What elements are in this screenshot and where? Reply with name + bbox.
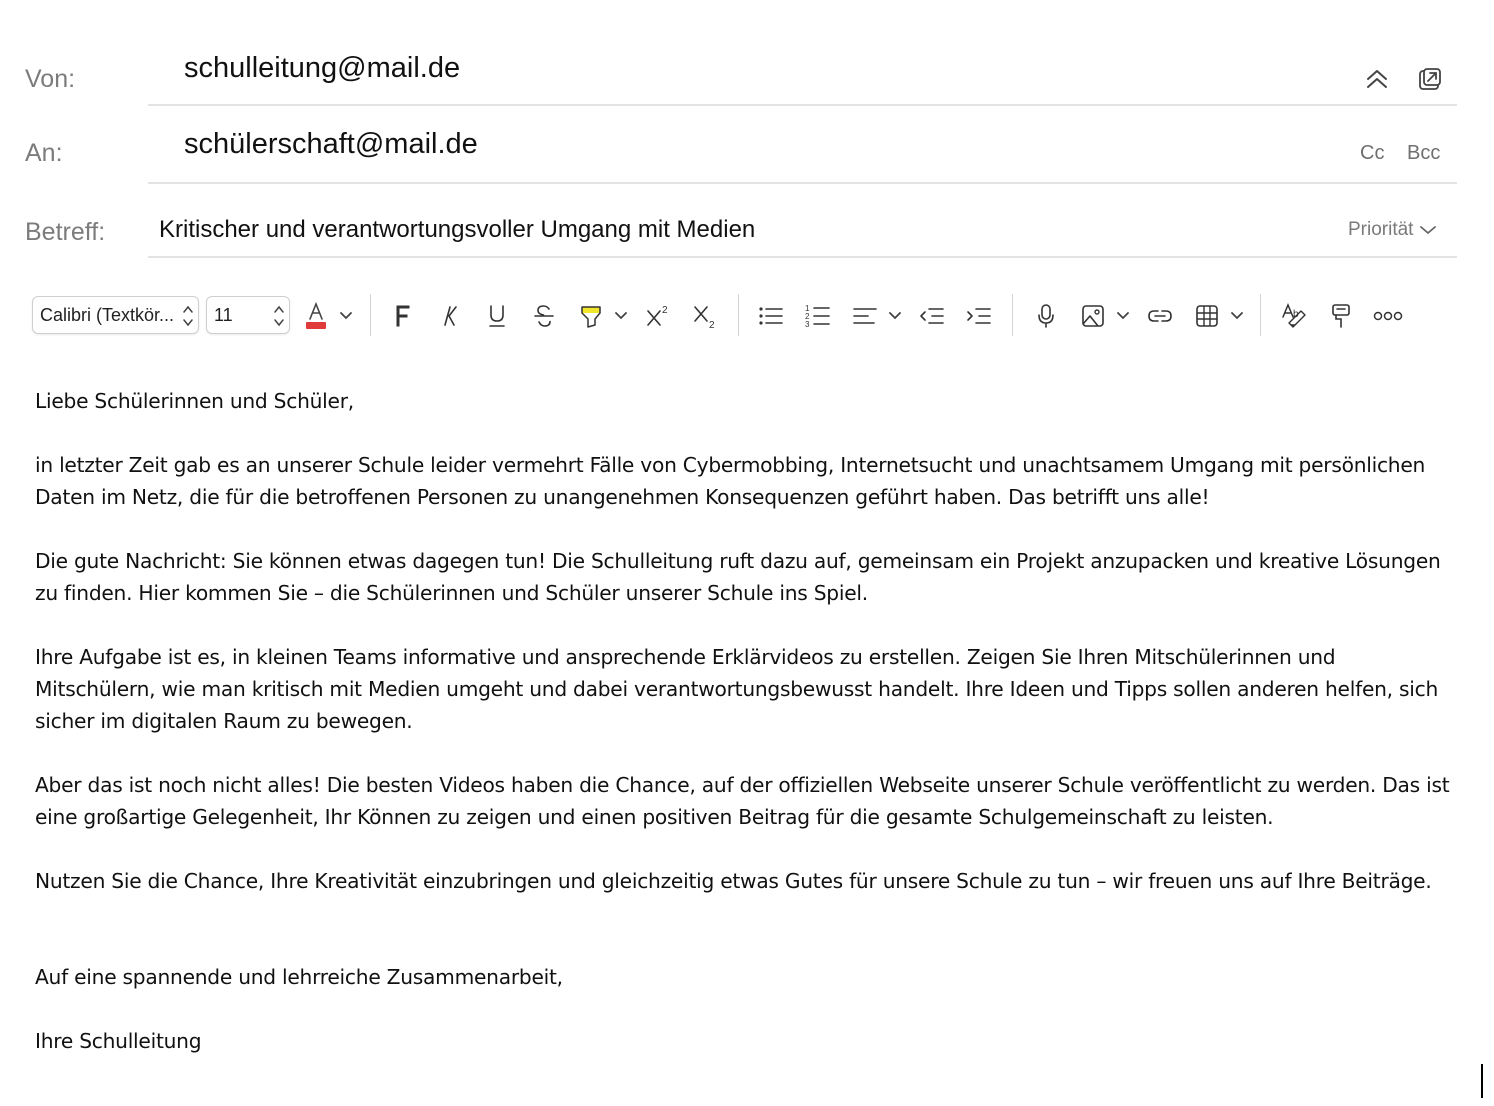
numbered-list-icon[interactable]	[800, 298, 836, 334]
highlight-icon[interactable]	[573, 298, 609, 334]
cc-button[interactable]: Cc	[1360, 142, 1385, 164]
collapse-header-icon[interactable]	[1362, 64, 1392, 94]
decrease-indent-icon[interactable]	[914, 298, 950, 334]
chevron-down-icon[interactable]	[1116, 304, 1130, 328]
priority-dropdown[interactable]	[1348, 219, 1437, 241]
format-painter-icon[interactable]	[1323, 298, 1359, 334]
font-family-select[interactable]	[32, 296, 199, 334]
priority-label: Priorität	[1348, 219, 1414, 240]
paragraph-task: Ihre Aufgabe ist es, in kleinen Teams informative und ansprechende Erklärvideos zu erstellen. Zeigen Sie Ihren Mitschülerinnen und Mitschülern, wie man kritisch mit Medien umgeht und dabei verantwortungsbewusst handelt. Ihre Ideen und Tipps sollen anderen helfen, sich sicher im digitalen Raum zu bewegen.	[35, 645, 1439, 733]
toolbar-divider	[370, 294, 371, 336]
signature: Ihre Schulleitung	[35, 1029, 202, 1053]
pop-out-icon[interactable]	[1415, 64, 1445, 94]
underline-icon[interactable]	[479, 298, 515, 334]
font-size-value: 11	[214, 304, 233, 325]
chevron-down-icon[interactable]	[888, 304, 902, 328]
align-icon[interactable]	[847, 298, 883, 334]
table-icon[interactable]	[1189, 298, 1225, 334]
from-field[interactable]: schulleitung@mail.de	[184, 52, 461, 84]
subject-label: Betreff:	[25, 218, 106, 246]
superscript-icon[interactable]	[640, 298, 676, 334]
paragraph-publication: Aber das ist noch nicht alles! Die besten Videos haben die Chance, auf der offiziellen Webseite unserer Schule veröffentlicht zu werden. Das ist eine großartige Gelegenheit, Ihr Können zu zeigen und einen positiven Beitrag für die gesamte Schulgemeinschaft zu leisten.	[35, 773, 1450, 829]
chevron-down-icon	[1419, 224, 1437, 236]
svg-text:1: 1	[805, 304, 810, 313]
closing-line: Auf eine spannende und lehrreiche Zusammenarbeit,	[35, 965, 563, 989]
paragraph-good-news: Die gute Nachricht: Sie können etwas dagegen tun! Die Schulleitung ruft dazu auf, gemeinsam ein Projekt anzupacken und kreative Lösungen zu finden. Hier kommen Sie – die Schülerinnen und Schüler unserer Schule ins Spiel.	[35, 549, 1441, 605]
svg-text:2: 2	[709, 320, 715, 329]
increase-indent-icon[interactable]	[961, 298, 997, 334]
to-label: An:	[25, 139, 63, 167]
toolbar-divider	[1260, 294, 1261, 336]
svg-text:b: b	[1293, 309, 1299, 320]
svg-text:2: 2	[805, 312, 810, 321]
chevron-down-icon[interactable]	[339, 304, 353, 328]
picture-icon[interactable]	[1075, 298, 1111, 334]
paragraph-intro: in letzter Zeit gab es an unserer Schule leider vermehrt Fälle von Cybermobbing, Internetsucht und unachtsamem Umgang mit persönlichen Daten im Netz, die für die betroffenen Personen zu unangenehmen Konsequenzen geführt haben. Das betrifft uns alle!	[35, 453, 1426, 509]
italic-icon[interactable]	[432, 298, 468, 334]
dictate-icon[interactable]	[1028, 298, 1064, 334]
svg-text:2: 2	[662, 305, 668, 316]
link-icon[interactable]	[1142, 298, 1178, 334]
chevron-down-icon[interactable]	[614, 304, 628, 328]
to-field[interactable]: schülerschaft@mail.de	[184, 128, 478, 160]
font-family-value: Calibri (Textkör...	[40, 304, 175, 325]
message-body[interactable]	[35, 385, 1455, 1057]
strikethrough-icon[interactable]	[526, 298, 562, 334]
bold-icon[interactable]	[385, 298, 421, 334]
from-label: Von:	[25, 65, 76, 93]
greeting: Liebe Schülerinnen und Schüler,	[35, 389, 354, 413]
formatting-toolbar	[30, 294, 1470, 338]
subject-field[interactable]: Kritischer und verantwortungsvoller Umgang mit Medien	[159, 216, 756, 243]
from-divider	[148, 104, 1457, 106]
subject-divider	[148, 256, 1457, 258]
updown-icon	[273, 303, 285, 329]
to-divider	[148, 182, 1457, 184]
toolbar-divider	[738, 294, 739, 336]
font-color-icon[interactable]	[298, 298, 334, 334]
chevron-down-icon[interactable]	[1230, 304, 1244, 328]
toolbar-divider	[1012, 294, 1013, 336]
font-size-select[interactable]	[206, 296, 290, 334]
more-icon[interactable]	[1370, 298, 1406, 334]
editor-icon[interactable]	[1276, 298, 1312, 334]
subscript-icon[interactable]	[687, 298, 723, 334]
text-cursor	[1481, 1064, 1483, 1098]
bcc-button[interactable]: Bcc	[1407, 142, 1441, 164]
paragraph-call-to-action: Nutzen Sie die Chance, Ihre Kreativität einzubringen und gleichzeitig etwas Gutes für unsere Schule zu tun – wir freuen uns auf Ihre Beiträge.	[35, 869, 1432, 893]
svg-text:3: 3	[805, 320, 810, 329]
updown-icon	[182, 303, 194, 329]
bulleted-list-icon[interactable]	[753, 298, 789, 334]
